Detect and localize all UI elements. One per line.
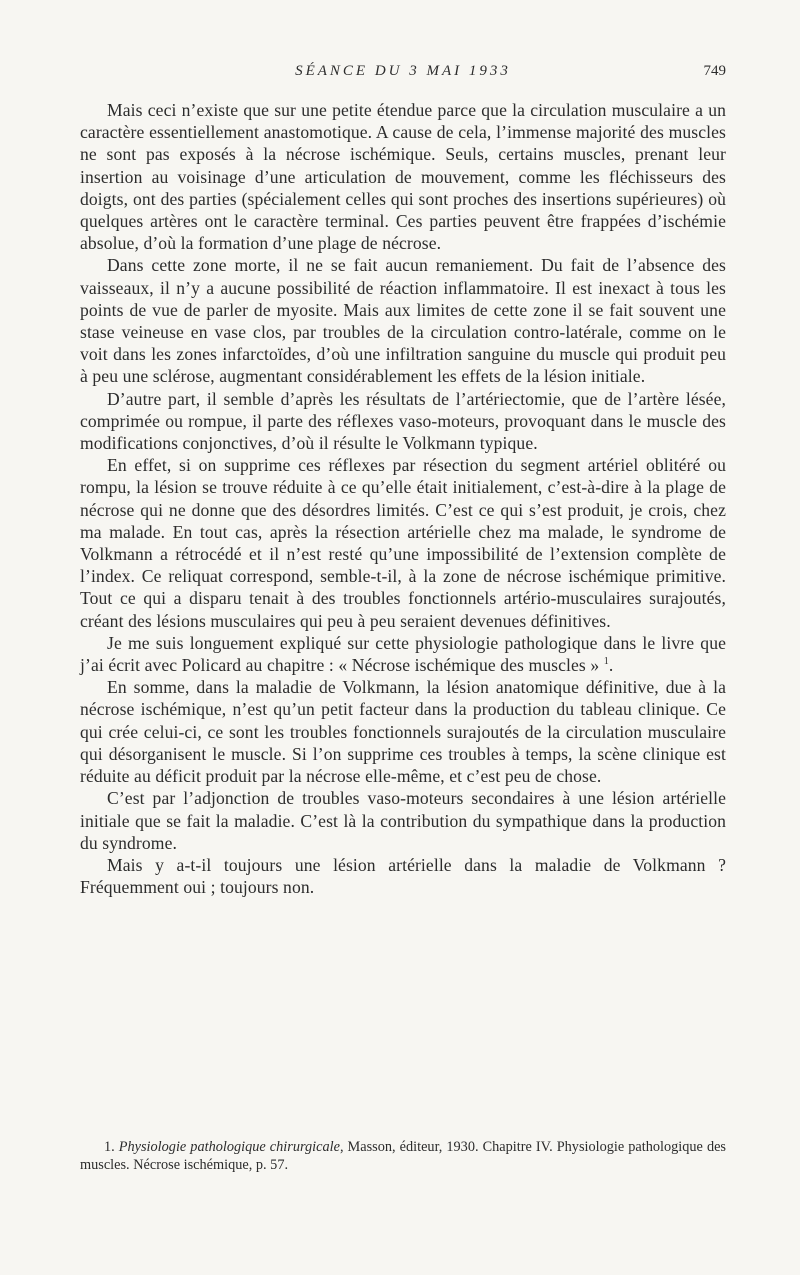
running-title: SÉANCE DU 3 MAI 1933 [295,63,511,79]
paragraph-end: . [608,655,614,676]
footnote [80,1138,726,1174]
paragraph: D’autre part, il semble d’après les résultats de l’artériectomie, que de l’artère lésée, comprimée ou rompue, il parte des réflexes vaso-moteurs, provoquant dans le muscle des modifications conjonctives, d’où il résulte le Volkmann typique. [80,388,726,454]
footnote-marker: 1 [603,656,609,668]
body-text [80,99,726,898]
paragraph: En somme, dans la maladie de Volkmann, la lésion anatomique définitive, due à la nécrose ischémique, n’est qu’un petit facteur dans la production du tableau clinique. Ce qui crée celui-ci, ce sont les troubles fonctionnels surajoutés de la circulation musculaire qui désorganisent le muscle. Si l’on supprime ces troubles à temps, la scène clinique est réduite au déficit produit par la nécrose elle-même, et c’est peu de chose. [80,677,726,787]
paragraph: Mais y a-t-il toujours une lésion artérielle dans la maladie de Volkmann ? Fréquemment oui ; toujours non. [80,854,726,898]
footnote-rest: , Masson, éditeur, 1930. Chapitre IV. Physiologie pathologique des muscles. Nécrose ischémique, p. 57. [80,1139,726,1173]
paragraph: Mais ceci n’existe que sur une petite étendue parce que la circulation musculaire a un caractère essentiellement anastomotique. A cause de cela, l’immense majorité des muscles ne sont pas exposés à la nécrose ischémique. Seuls, certains muscles, prenant leur insertion au voisinage d’une articulation de mouvement, comme les fléchisseurs des doigts, ont des parties (spécialement celles qui sont proches des insertions supérieures) où quelques artères ont le caractère terminal. Ces parties peuvent être frappées d’ischémie absolue, d’où la formation d’une plage de nécrose. [80,100,726,254]
page-header [80,63,726,85]
footnote-text [80,1138,726,1174]
paragraph-text: Je me suis longuement expliqué sur cette physiologie pathologique dans le livre que j’ai écrit avec Policard au chapitre : « Nécrose ischémique des muscles » [80,632,726,676]
paragraph: C’est par l’adjonction de troubles vaso-moteurs secondaires à une lésion artérielle initiale que se fait la maladie. C’est là la contribution du sympathique dans la production du syndrome. [80,788,726,853]
page-number: 749 [703,63,726,79]
paragraph-with-footnote [80,632,726,676]
footnote-book-title: Physiologie pathologique chirurgicale [118,1139,340,1155]
paragraph: En effet, si on supprime ces réflexes par résection du segment artériel oblitéré ou rompu, la lésion se trouve réduite à ce qu’elle était initialement, c’est-à-dire à la plage de nécrose qui ne donne que des désordres limités. C’est ce qui s’est produit, je crois, chez ma malade. En tout cas, après la résection artérielle chez ma malade, le syndrome de Volkmann a rétrocédé et il n’est resté qu’une impossibilité de l’extension complète de l’index. Ce reliquat correspond, semble-t-il, à la zone de nécrose ischémique primitive. Tout ce qui a disparu tenait à des troubles fonctionnels artério-musculaires surajoutés, créant des lésions musculaires qui peu à peu seraient devenues définitives. [80,455,726,631]
footnote-number: 1. [104,1139,119,1155]
paragraph: Dans cette zone morte, il ne se fait aucun remaniement. Du fait de l’absence des vaisseaux, il n’y a aucune possibilité de réaction inflammatoire. Il est inexact à tous les points de vue de parler de myosite. Mais aux limites de cette zone il se fait souvent une stase veineuse en vase clos, par troubles de la circulation contro-latérale, comme on le voit dans les zones infarctoïdes, d’où une infiltration sanguine du muscle qui produit peu à peu une sclérose, augmentant considérablement les effets de la lésion initiale. [80,255,726,387]
